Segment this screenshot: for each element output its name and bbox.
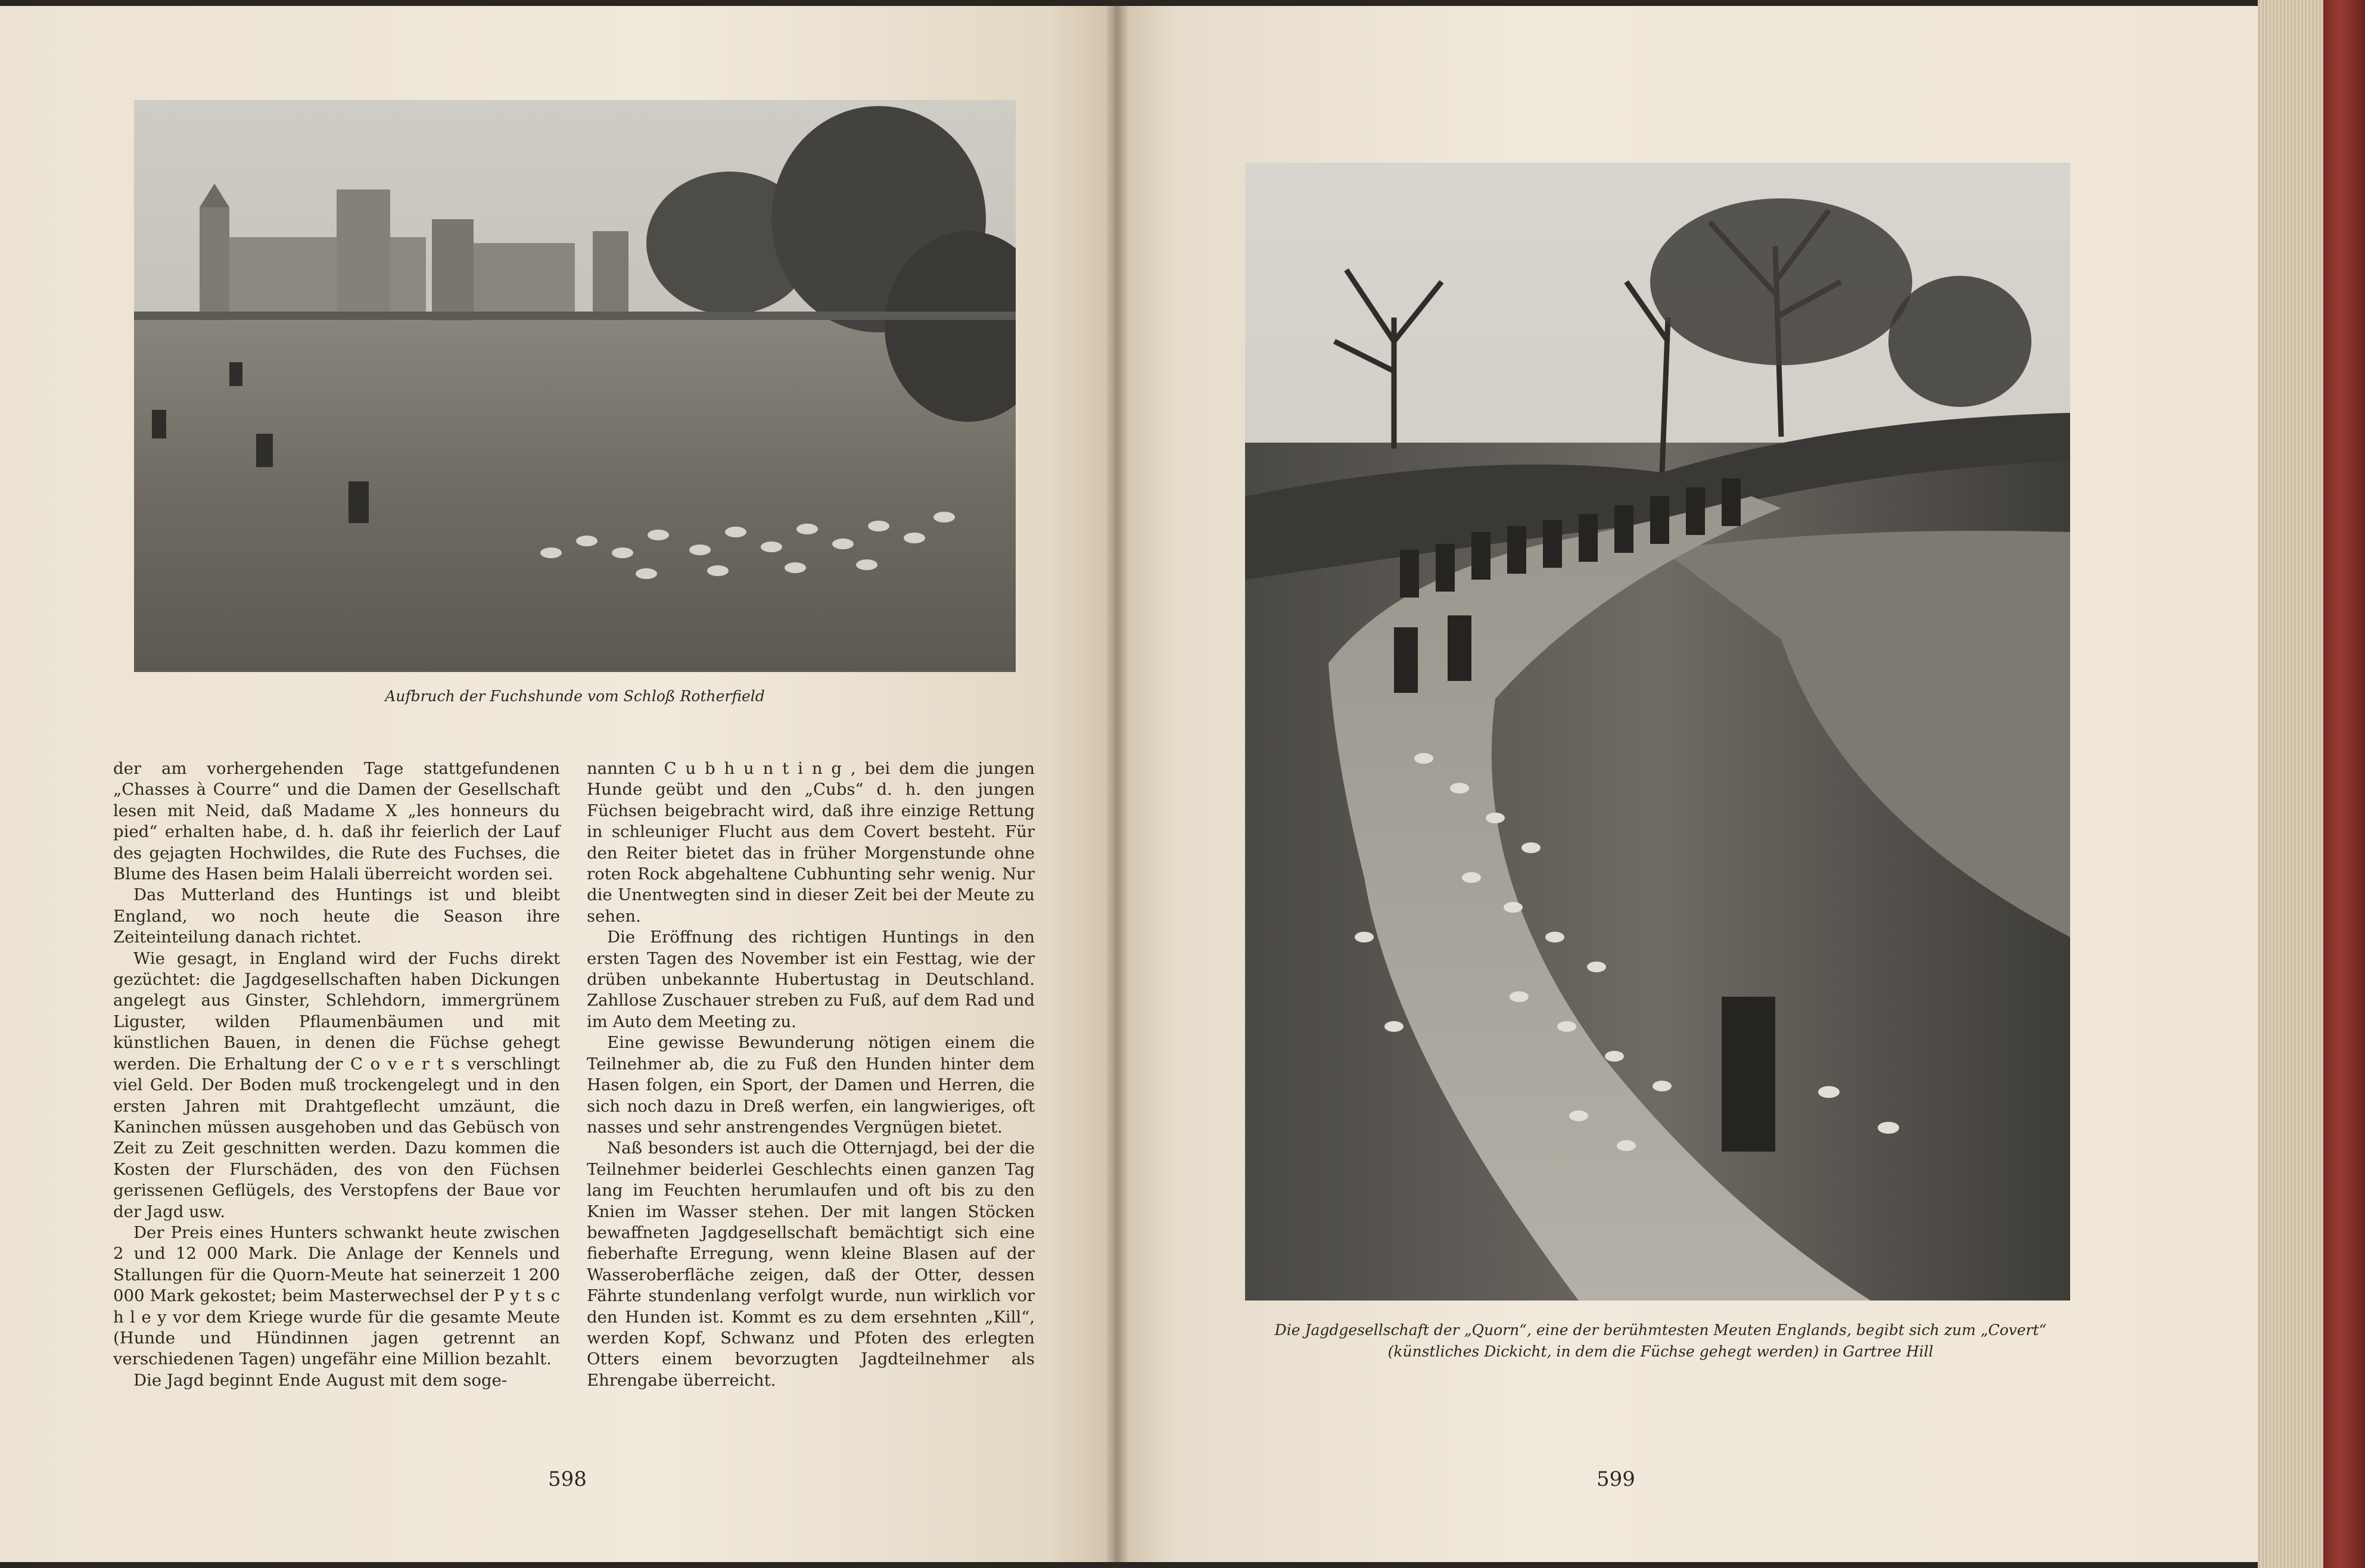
book-cover-edge bbox=[2323, 0, 2365, 1568]
left-text-column-1 bbox=[113, 758, 560, 1391]
book-gutter bbox=[1105, 0, 1129, 1568]
paragraph: Der Preis eines Hunters schwankt heute zwischen 2 und 12 000 Mark. Die Anlage der Kennels und Stallungen für die Quorn-Meute hat seinerzeit 1 200 000 Mark gekostet; beim Masterwechsel der P y t s c h l e y vor dem Kriege wurde für die gesamte Meute (Hunde und Hündinnen jagen getrennt an verschiedenen Tagen) ungefähr eine Million bezahlt. bbox=[113, 1222, 560, 1369]
page-number-right: 599 bbox=[1597, 1467, 1635, 1491]
paragraph: Die Jagd beginnt Ende August mit dem soge- bbox=[133, 1370, 508, 1390]
page-number-left: 598 bbox=[548, 1467, 587, 1491]
paragraph: Eine gewisse Bewunderung nötigen einem die Teilnehmer ab, die zu Fuß den Hunden hinter dem Hasen folgen, ein Sport, der Damen und Herren, die sich noch dazu in Dreß werfen, ein langwieriges, oft nasses und sehr anstrengendes Vergnügen bietet. bbox=[587, 1033, 1035, 1137]
paragraph: Naß besonders ist auch die Otternjagd, bei der die Teilnehmer beiderlei Geschlechts einen ganzen Tag lang im Feuchten herumlaufen und oft bis zu den Knien im Wasser stehen. Der mit langen Stöcken bewaffneten Jagdgesellschaft bemächtigt sich eine fieberhafte Erregung, wenn kleine Blasen auf der Wasseroberfläche zeigen, daß der Otter, dessen Fährte stundenlang verfolgt wurde, nun wirklich vor den Hunden ist. Kommt es zu dem ersehnten „Kill“, werden Kopf, Schwanz und Pfoten des erlegten Otters einem bevorzugten Jagdteilnehmer als Ehrengabe überreicht. bbox=[587, 1138, 1035, 1390]
paragraph: der am vorhergehenden Tage stattgefundenen „Chasses à Courre“ und die Damen der Gesellschaft lesen mit Neid, daß Madame X „les honneurs du pied“ erhalten habe, d. h. daß ihr feierlich der Lauf des gejagten Hochwildes, die Rute des Fuchses, die Blume des Hasen beim Halali überreicht worden sei. bbox=[113, 759, 560, 884]
photo-quorn-hunt bbox=[1245, 163, 2070, 1301]
paragraph: nannten C u b h u n t i n g , bei dem die jungen Hunde geübt und den „Cubs“ d. h. den jungen Füchsen beigebracht wird, daß ihre einzige Rettung in schleuniger Flucht aus dem Covert besteht. Für den Reiter bietet das in früher Morgenstunde ohne roten Rock abgehaltene Cubhunting sehr wenig. Nur die Unentwegten sind in dieser Zeit bei der Meute zu sehen. bbox=[587, 759, 1035, 926]
paragraph: Die Eröffnung des richtigen Huntings in den ersten Tagen des November ist ein Festtag, wie der drüben unbekannte Hubertustag in Deutschland. Zahllose Zuschauer streben zu Fuß, auf dem Rad und im Auto dem Meeting zu. bbox=[587, 928, 1035, 1031]
left-photo-caption: Aufbruch der Fuchshunde vom Schloß Rotherfield bbox=[385, 687, 765, 705]
right-photo-caption-line-1: Die Jagdgesellschaft der „Quorn“, eine der berühmtesten Meuten Englands, begibt sich zum „Covert“ bbox=[1274, 1321, 2047, 1339]
paragraph: Das Mutterland des Huntings ist und bleibt England, wo noch heute die Season ihre Zeiteinteilung danach richtet. bbox=[113, 885, 560, 947]
right-photo-caption-line-2: (künstliches Dickicht, in dem die Füchse gehegt werden) in Gartree Hill bbox=[1387, 1343, 1934, 1360]
book-page-edges bbox=[2258, 0, 2365, 1568]
photo-castle-hunt bbox=[134, 100, 1016, 672]
paragraph: Wie gesagt, in England wird der Fuchs direkt gezüchtet: die Jagdgesellschaften haben Dickungen angelegt aus Ginster, Schlehdorn, immergrünem Liguster, wilden Pflaumenbäumen und mit künstlichen Bauen, in denen die Füchse gehegt werden. Die Erhaltung der C o v e r t s verschlingt viel Geld. Der Boden muß trockengelegt und in den ersten Jahren mit Drahtgeflecht umzäunt, die Kaninchen müssen ausgehoben und das Gebüsch von Zeit zu Zeit geschnitten werden. Dazu kommen die Kosten der Flurschäden, des von den Füchsen gerissenen Geflügels, des Verstopfens der Baue vor der Jagd usw. bbox=[113, 948, 560, 1221]
right-page bbox=[1117, 6, 2264, 1562]
left-page bbox=[0, 6, 1117, 1562]
left-text-column-2 bbox=[587, 758, 1035, 1391]
